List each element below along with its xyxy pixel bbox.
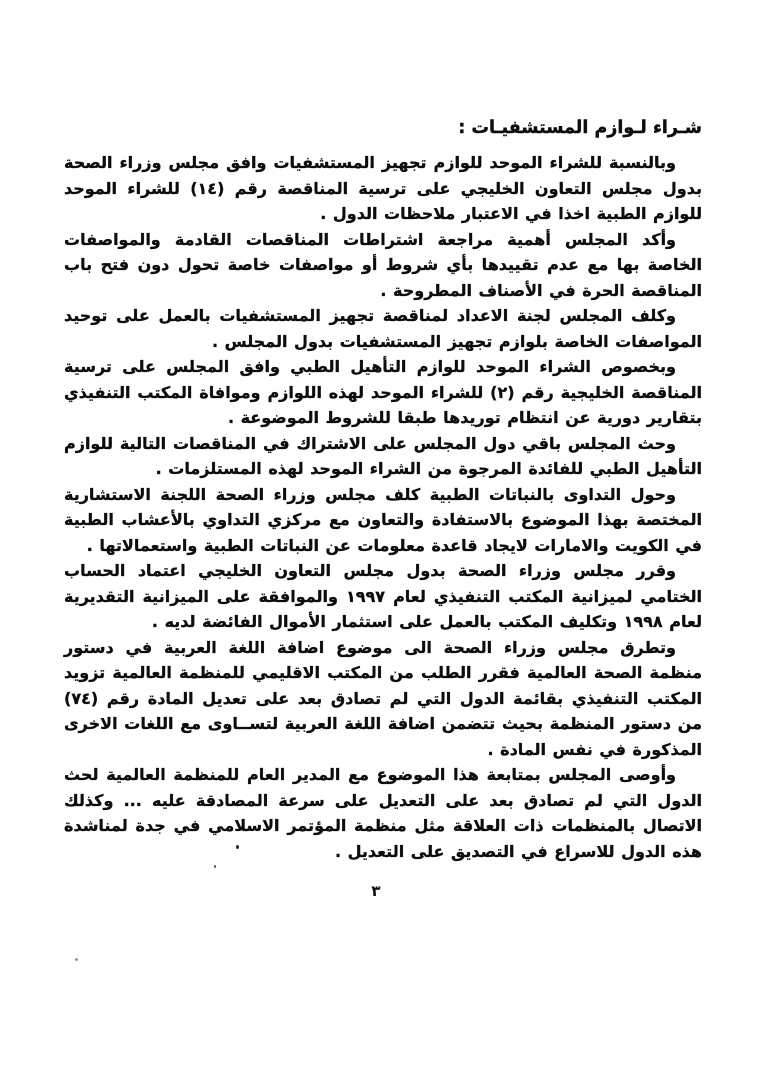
document-text-block [64,114,702,864]
body-paragraph: وأكد المجلس أهمية مراجعة اشتراطات المناقصات القادمة والمواصفات الخاصة بها مع عدم تقييدها بأي شروط أو مواصفات خاصة تحول دون فتح باب المناقصة الحرة في الأصناف المطروحة . [64,229,702,300]
body-paragraph: وبخصوص الشراء الموحد للوازم التأهيل الطبي وافق المجلس على ترسية المناقصة الخليجية رقم (٢) للشراء الموحد لهذه اللوازم وموافاة المكتب التنفيذي بتقارير دورية عن انتظام توريدها طبقا للشروط الموضوعة . [64,357,702,427]
body-paragraph: وحول التداوى بالنباتات الطبية كلف مجلس وزراء الصحة اللجنة الاستشارية المختصة بهذا الموضوع بالاستفادة والتعاون مع مركزي التداوي بالأعشاب الطبية في الكويت والامارات لايجاد قاعدة معلومات عن النباتات الطبية واستعمالاتها . [64,484,702,555]
body-paragraph: وبالنسبة للشراء الموحد للوازم تجهيز المستشفيات وافق مجلس وزراء الصحة بدول مجلس التعاون الخليجي على ترسية المناقصة رقم (١٤) للشراء الموحد للوازم الطبية اخذا في الاعتبار ملاحظات الدول . [64,153,702,223]
scan-speck [236,845,239,849]
body-paragraph: وتطرق مجلس وزراء الصحة الى موضوع اضافة اللغة العربية في دستور منظمة الصحة العالمية فقرر الطلب من المكتب الاقليمي للمنظمة العالمية تزويد المكتب التنفيذي بقائمة الدول التي لم تصادق بعد على تعديل المادة رقم (٧٤) من دستور المنظمة بحيث تتضمن اضافة اللغة العربية لتســاوى مع اللغات الاخرى المذكورة في نفس المادة . [64,637,702,759]
section-title: شـراء لـوازم المستشفيـات : [458,118,702,138]
scan-speck [75,958,78,961]
body-paragraph: وأوصى المجلس بمتابعة هذا الموضوع مع المدير العام للمنظمة العالمية لحث الدول التي لم تصادق بعد على التعديل على سرعة المصادقة عليه ... وكذلك الاتصال بالمنظمات ذات العلاقة مثل منظمة المؤتمر الاسلامي في جدة لمناشدة هذه الدول للاسراع في التصديق على التعديل . [64,765,702,861]
body-paragraph: وحث المجلس باقي دول المجلس على الاشتراك في المناقصات التالية للوازم التأهيل الطبي للفائدة المرجوة من الشراء الموحد لهذه المستلزمات . [64,433,702,478]
scan-speck [214,865,216,868]
page-number: ٣ [371,882,381,900]
body-paragraph: وقرر مجلس وزراء الصحة بدول مجلس التعاون الخليجي اعتماد الحساب الختامي لميزانية المكتب التنفيذي لعام ١٩٩٧ والموافقة على الميزانية التقديرية لعام ١٩٩٨ وتكليف المكتب بالعمل على استثمار الأموال الفائضة لديه . [64,561,703,631]
body-paragraph: وكلف المجلس لجنة الاعداد لمناقصة تجهيز المستشفيات بالعمل على توحيد المواصفات الخاصة بلوازم تجهيز المستشفيات بدول المجلس . [64,306,702,351]
